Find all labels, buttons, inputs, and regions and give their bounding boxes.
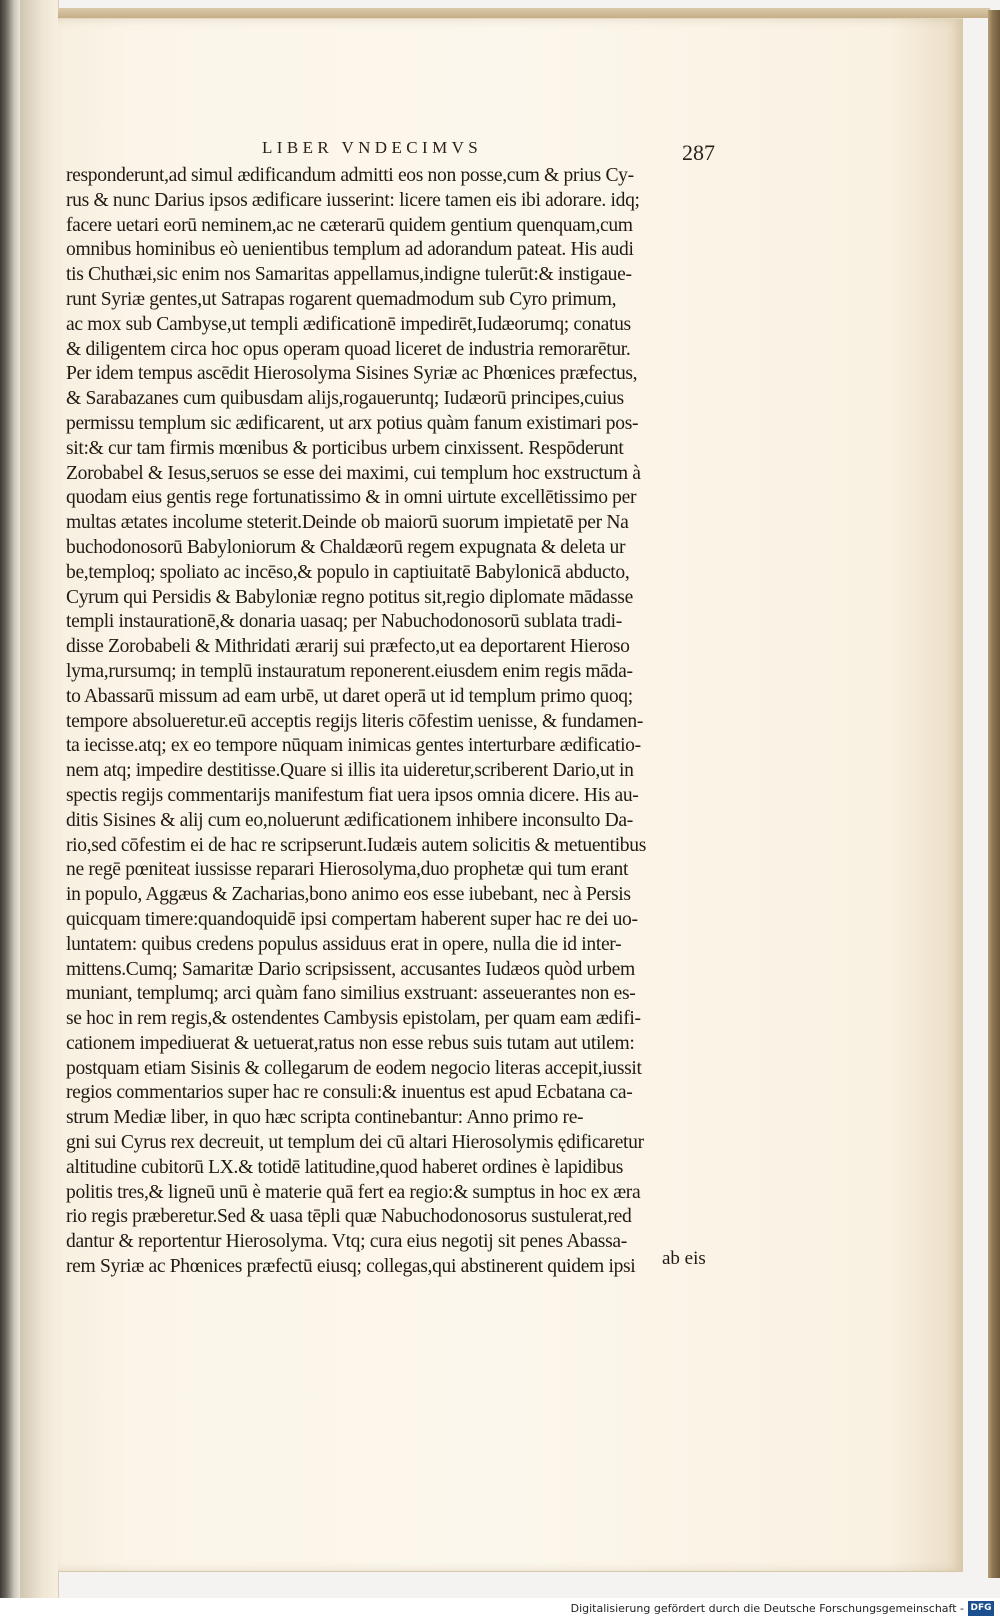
text-line: sit:& cur tam firmis mœnibus & porticibus urbem cinxissent. Respōderunt [66,437,624,459]
text-line: quodam eius gentis rege fortunatissimo & in omni uirtute excellētissimo per [66,487,637,509]
text-line: multas ætates incolume steterit.Deinde ob maiorū suorum impietatē per Na [66,512,629,534]
text-line: se hoc in rem regis,& ostendentes Cambysis epistolam, per quam eam ædifi- [66,1008,641,1030]
catchword: ab eis [662,1248,706,1269]
text-line: disse Zorobabeli & Mithridati ærarij sui præfecto,ut ea deportarent Hieroso [66,636,630,658]
text-line: permissu templum sic ædificarent, ut arx potius quàm fanum existimari pos- [66,412,639,434]
facing-page-edge [20,0,59,1598]
text-line: tempore absolueretur.eū acceptis regijs literis cōfestim uenisse, & fundamen- [66,710,643,732]
text-line: strum Mediæ liber, in quo hæc scripta continebantur: Anno primo re- [66,1107,584,1129]
text-line: ta iecisse.atq; ex eo tempore nūquam inimicas gentes interturbare ædificatio- [66,735,641,757]
text-line: ac mox sub Cambyse,ut templi ædificationē impedirēt,Iudæorumq; conatus [66,313,631,335]
funding-credit: Digitalisierung gefördert durch die Deutsche Forschungsgemeinschaft - [570,1602,964,1615]
page-number: 287 [682,140,715,165]
text-line: facere uetari eorū neminem,ac ne cæterarū quidem gentium quenquam,cum [66,214,633,236]
text-line: tis Chuthæi,sic enim nos Samaritas appellamus,indigne tulerūt:& instigaue- [66,264,632,286]
digitization-footer [0,1598,1000,1622]
text-line: be,temploq; spoliato ac incēso,& populo in captiuitatē Babylonicā abducto, [66,561,630,583]
text-line: altitudine cubitorū LX.& totidē latitudine,quod haberet ordines è lapidibus [66,1156,624,1178]
text-line: Cyrum qui Persidis & Babyloniæ regno potitus sit,regio diplomate mādasse [66,586,633,608]
text-line: mittens.Cumq; Samaritæ Dario scripsissent, accusantes Iudæos quòd urbem [66,958,635,980]
text-line: & Sarabazanes cum quibusdam alijs,rogaueruntq; Iudæorū principes,cuius [66,388,624,410]
text-line: rus & nunc Darius ipsos ædificare iusserint: licere tamen eis ibi adorare. idq; [66,189,640,211]
text-line: lyma,rursumq; in templū instauratum reponerent.eiusdem enim regis māda- [66,660,633,682]
text-line: to Abassarū missum ad eam urbē, ut daret operā ut id templum primo quoq; [66,685,633,707]
dfg-logo: DFG [968,1601,994,1616]
text-line: omnibus hominibus eò uenientibus templum ad adorandum pateat. His audi [66,239,634,261]
text-line: luntatem: quibus credens populus assiduus erat in opere, nulla die id inter- [66,933,622,955]
text-line: & diligentem circa hoc opus operam quoad liceret de industria remorarētur. [66,338,631,360]
text-line: spectis regijs commentarijs manifestum fiat uera ipsos omnia dicere. His au- [66,784,639,806]
text-line: rio,sed cōfestim ei de hac re scripserunt.Iudæis autem solicitis & metuentibus [66,834,646,856]
text-line: gni sui Cyrus rex decreuit, ut templum dei cū altari Hierosolymis ędificaretur [66,1132,644,1154]
text-line: ditis Sisines & alij cum eo,noluerunt ædificationem inhibere inconsulto Da- [66,809,633,831]
text-line: cationem impediuerat & uetuerat,ratus non esse rebus suis tutam aut utilem: [66,1032,635,1054]
running-head: LIBER VNDECIMVS [262,138,483,157]
text-line: rio regis præberetur.Sed & uasa tēpli quæ Nabuchodonosorus sustulerat,red [66,1206,632,1228]
text-line: buchodonosorū Babyloniorum & Chaldæorū regem expugnata & deleta ur [66,536,626,558]
text-line: in populo, Aggæus & Zacharias,bono animo eos esse iubebant, nec à Persis [66,884,631,906]
text-line: politis tres,& ligneū unū è materie quā fert ea regio:& sumptus in hoc ex æra [66,1181,641,1203]
text-line: postquam etiam Sisinis & collegarum de eodem negocio literas accepit,iussit [66,1057,642,1079]
text-line: Zorobabel & Iesus,seruos se esse dei maximi, cui templum hoc exstructum à [66,462,641,484]
book-spine [0,0,20,1598]
text-line: rem Syriæ ac Phœnices præfectū eiusq; collegas,qui abstinerent quidem ipsi [66,1256,636,1278]
text-line: dantur & reportentur Hierosolyma. Vtq; cura eius negotij sit penes Abassa- [66,1231,627,1253]
text-line: Per idem tempus ascēdit Hierosolyma Sisines Syriæ ac Phœnices præfectus, [66,363,638,385]
text-line: runt Syriæ gentes,ut Satrapas rogarent quemadmodum sub Cyro primum, [66,288,617,310]
text-line: quicquam timere:quandoquidē ipsi compertam haberent super hac re dei uo- [66,908,638,930]
text-line: templi instaurationē,& donaria uasaq; per Nabuchodonosorū sublata tradi- [66,611,622,633]
page-block-top-edge [58,8,990,18]
text-line: regios commentarios super hac re consuli:& inuentus est apud Ecbatana ca- [66,1082,633,1104]
page-block-fore-edge [988,10,1000,1578]
text-block [66,164,726,1280]
text-line: muniant, templumq; arci quàm fano similius exstruant: asseuerantes non es- [66,983,636,1005]
text-line: responderunt,ad simul ædificandum admitti eos non posse,cum & prius Cy- [66,165,634,186]
text-line: nem atq; impedire destitisse.Quare si illis ita uideretur,scriberent Dario,ut in [66,760,634,782]
text-line: ne regē pœniteat iussisse reparari Hierosolyma,duo prophetæ qui tum erant [66,859,629,881]
